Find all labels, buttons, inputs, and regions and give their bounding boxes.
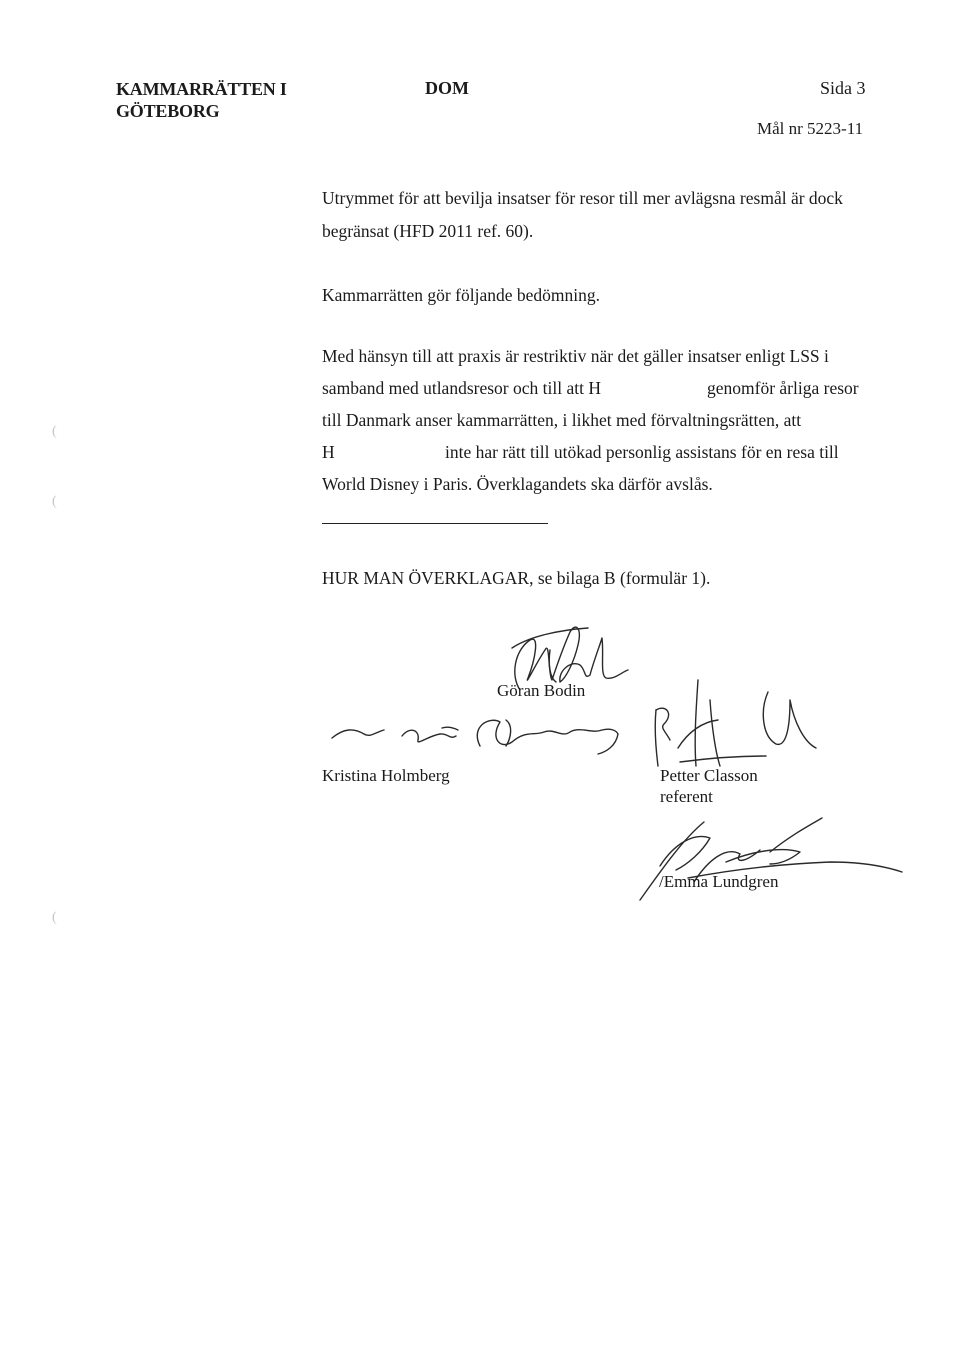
paragraph-3-line-2b: genomför årliga resor bbox=[707, 378, 859, 398]
paragraph-3-line-3: till Danmark anser kammarrätten, i likhet med förvaltningsrätten, att bbox=[322, 410, 802, 430]
signer-kristina-holmberg: Kristina Holmberg bbox=[322, 766, 450, 785]
handwritten-signature-emma-lundgren bbox=[630, 812, 910, 912]
signer-emma-lundgren: /Emma Lundgren bbox=[659, 872, 779, 891]
paragraph-3-line-2a: samband med utlandsresor och till att H bbox=[322, 378, 601, 398]
court-name-line2: GÖTEBORG bbox=[116, 101, 220, 121]
scan-mark: ( bbox=[52, 424, 57, 439]
paragraph-3-line-4a: H bbox=[322, 442, 335, 462]
signer-goran-bodin: Göran Bodin bbox=[497, 681, 586, 700]
divider-line bbox=[322, 523, 548, 524]
document-type: DOM bbox=[425, 78, 469, 98]
signer-petter-classon: Petter Classon bbox=[660, 766, 758, 785]
paragraph-1-line-1: Utrymmet för att bevilja insatser för resor till mer avlägsna resmål är dock bbox=[322, 188, 843, 208]
case-number: Mål nr 5223-11 bbox=[757, 119, 864, 138]
scan-mark: ( bbox=[52, 910, 57, 925]
paragraph-3-line-1: Med hänsyn till att praxis är restriktiv när det gäller insatser enligt LSS i bbox=[322, 346, 829, 366]
court-name-line1: KAMMARRÄTTEN I bbox=[116, 79, 287, 99]
court-name bbox=[116, 78, 287, 122]
paragraph-3-line-5: World Disney i Paris. Överklagandets ska därför avslås. bbox=[322, 474, 713, 494]
scan-mark: ( bbox=[52, 494, 57, 509]
paragraph-3-line-4b: inte har rätt till utökad personlig assistans för en resa till bbox=[445, 442, 839, 462]
signer-role: referent bbox=[660, 787, 713, 806]
paragraph-2: Kammarrätten gör följande bedömning. bbox=[322, 285, 600, 305]
handwritten-signature-petter-classon bbox=[640, 670, 820, 780]
appeal-instructions: HUR MAN ÖVERKLAGAR, se bilaga B (formulär 1). bbox=[322, 568, 711, 588]
page-number: Sida 3 bbox=[820, 78, 866, 98]
handwritten-signature-kristina-holmberg bbox=[330, 706, 620, 766]
paragraph-1-line-2: begränsat (HFD 2011 ref. 60). bbox=[322, 221, 534, 241]
